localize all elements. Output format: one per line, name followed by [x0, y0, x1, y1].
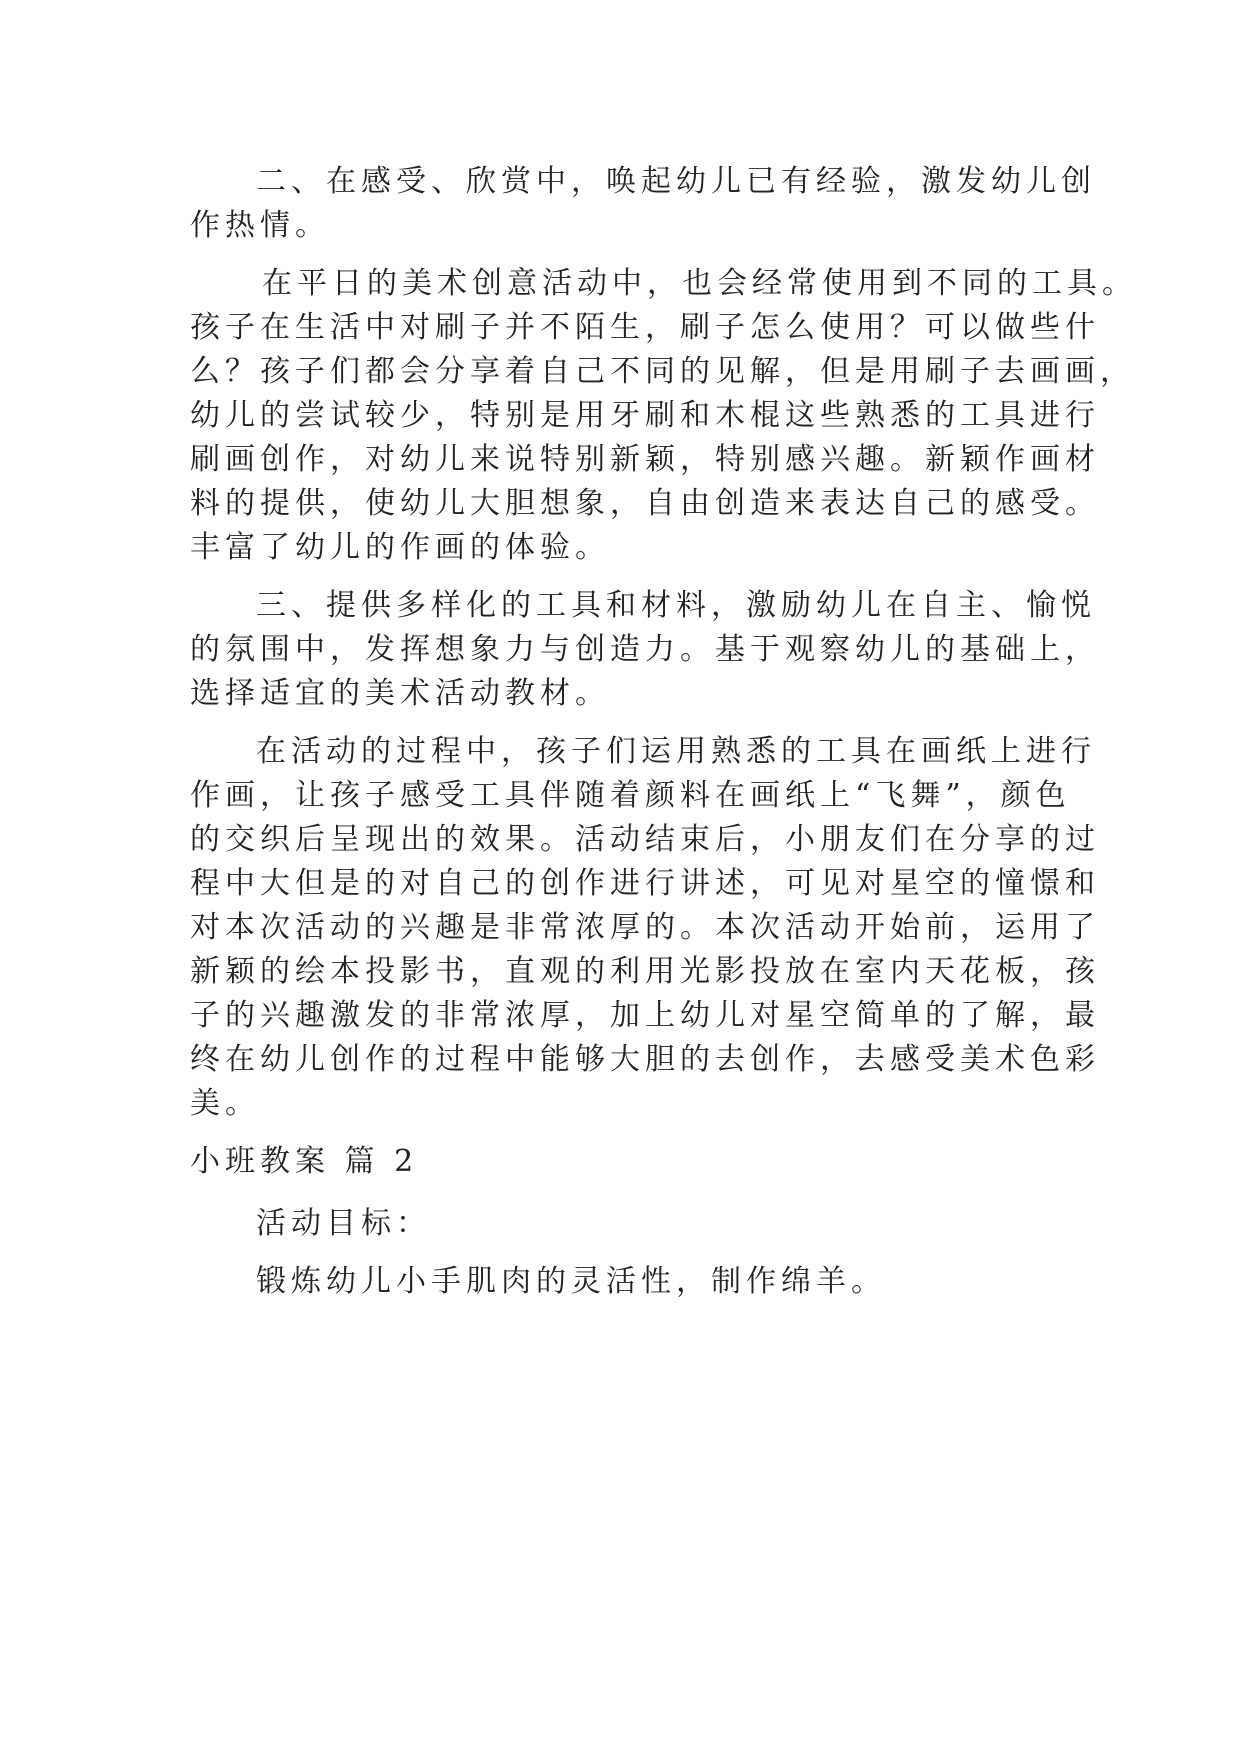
paragraph-2 — [190, 160, 1096, 248]
paragraph-line: 子的兴趣激发的非常浓厚，加上幼儿对星空简单的了解，最 — [190, 998, 1100, 1033]
paragraph-line: 幼儿的尝试较少，特别是用牙刷和木棍这些熟悉的工具进行 — [190, 398, 1100, 433]
paragraph-tools — [190, 262, 1137, 570]
paragraph-line: 么？孩子们都会分享着自己不同的见解，但是用刷子去画画， — [190, 354, 1135, 389]
paragraph-line: 三、提供多样化的工具和材料，激励幼儿在自主、愉悦 — [256, 588, 1096, 623]
paragraph-line: 作画，让孩子感受工具伴随着颜料在画纸上“飞舞”，颜色 — [190, 778, 1071, 813]
goal-label: 活动目标： — [256, 1206, 431, 1241]
paragraph-line: 刷画创作，对幼儿来说特别新颖，特别感兴趣。新颖作画材 — [190, 442, 1100, 477]
goal-text: 锻炼幼儿小手肌肉的灵活性，制作绵羊。 — [256, 1264, 886, 1299]
paragraph-line: 在活动的过程中，孩子们运用熟悉的工具在画纸上进行 — [256, 734, 1096, 769]
paragraph-line: 作热情。 — [190, 208, 330, 243]
paragraph-line: 料的提供，使幼儿大胆想象，自由创造来表达自己的感受。 — [190, 486, 1100, 521]
paragraph-line: 二、在感受、欣赏中，唤起幼儿已有经验，激发幼儿创 — [256, 164, 1096, 199]
paragraph-line: 孩子在生活中对刷子并不陌生，刷子怎么使用？可以做些什 — [190, 310, 1100, 345]
paragraph-line: 的交织后呈现出的效果。活动结束后，小朋友们在分享的过 — [190, 822, 1100, 857]
paragraph-line: 对本次活动的兴趣是非常浓厚的。本次活动开始前，运用了 — [190, 910, 1100, 945]
paragraph-activity-process — [190, 730, 1100, 1126]
paragraph-line: 新颖的绘本投影书，直观的利用光影投放在室内天花板，孩 — [190, 954, 1100, 989]
paragraph-line: 的氛围中，发挥想象力与创造力。基于观察幼儿的基础上， — [190, 632, 1100, 667]
paragraph-line: 选择适宜的美术活动教材。 — [190, 676, 610, 711]
document-body — [190, 160, 1137, 1304]
paragraph-line: 终在幼儿创作的过程中能够大胆的去创作，去感受美术色彩 — [190, 1042, 1100, 1077]
paragraph-line: 美。 — [190, 1086, 260, 1121]
paragraph-3 — [190, 584, 1100, 716]
paragraph-line: 在平日的美术创意活动中，也会经常使用到不同的工具。 — [262, 266, 1137, 301]
paragraph-line: 丰富了幼儿的作画的体验。 — [190, 530, 610, 565]
paragraph-line: 程中大但是的对自己的创作进行讲述，可见对星空的憧憬和 — [190, 866, 1100, 901]
section-heading: 小班教案 篇 2 — [190, 1144, 419, 1179]
